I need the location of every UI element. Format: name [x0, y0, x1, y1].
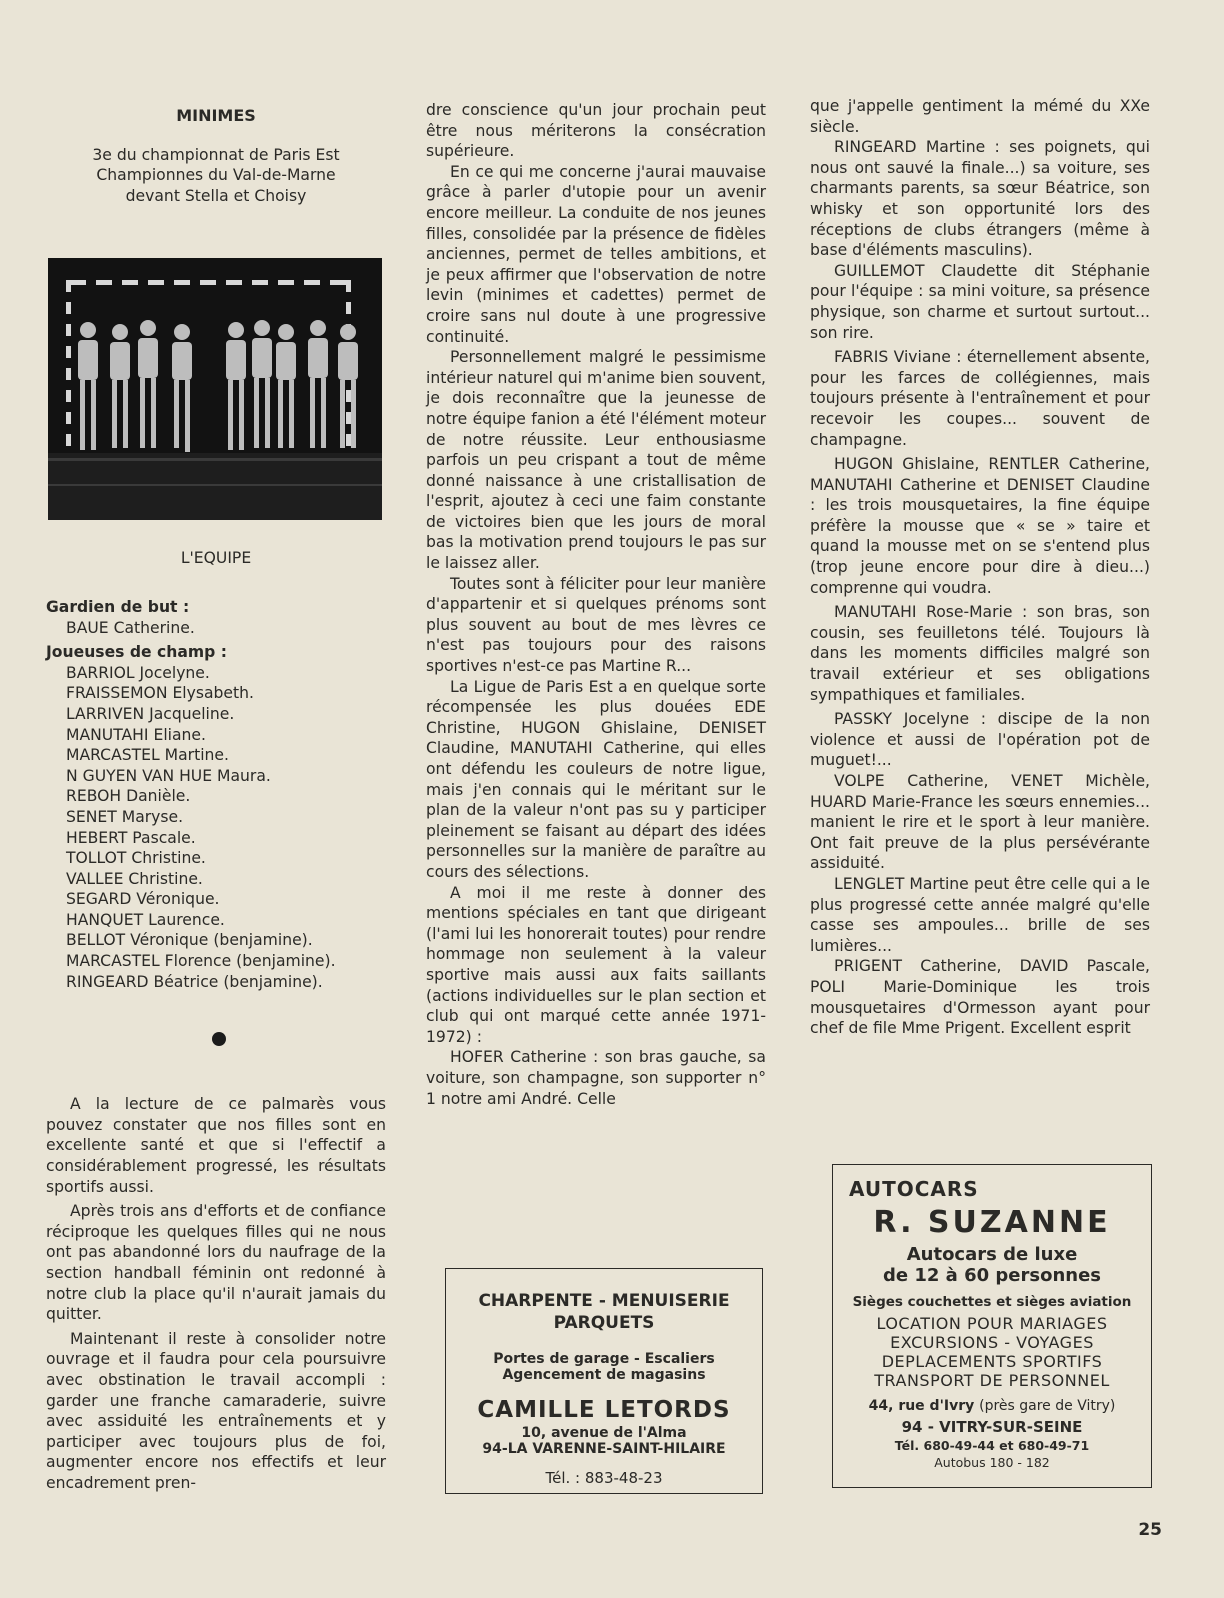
- players-list: [46, 663, 386, 993]
- paragraph: Après trois ans d'efforts et de confiance réciproque les quelques filles qui ne nous ont pas abandonné lors du naufrage de la section handball féminin ont redonné à notre club la place qu'il n'aurait jamais du quitter.: [46, 1202, 386, 1324]
- goalkeeper-label: Gardien de but :: [46, 597, 190, 616]
- ad-phone: Tél. : 883-48-23: [545, 1469, 663, 1487]
- ad-services: [833, 1314, 1151, 1390]
- paragraph: En ce qui me concerne j'aurai mauvaise grâce à parler d'utopie pour un avenir encore meilleur. La conduite de nos jeunes filles, consolidée par la présence de fidèles anciennes, permet de telles ambitions, et je peux affirmer que l'observation de notre levin (minimes et cadettes) permet de croire sans nul doute à une progressive continuité.: [426, 162, 766, 346]
- paragraph: PASSKY Jocelyne : discipe de la non violence et aussi de l'opération pot de muguet!...: [810, 710, 1150, 770]
- ad-address-line: [833, 1398, 1151, 1414]
- ad-service: DEPLACEMENTS SPORTIFS: [881, 1352, 1103, 1371]
- section-heading: MINIMES: [176, 106, 256, 125]
- ad-suzanne: [832, 1164, 1152, 1488]
- ad-company-name: CAMILLE LETORDS: [477, 1397, 731, 1423]
- roster-item: HANQUET Laurence.: [66, 910, 225, 929]
- paragraph: LENGLET Martine peut être celle qui a le plus progressé cette année malgré qu'elle casse ses ampoules... brille de ses lumières...: [810, 874, 1150, 955]
- paragraph: Personnellement malgré le pessimisme intérieur naturel qui m'anime bien souvent, je dois reconnaître que la jeunesse de notre équipe fanion a été l'élément moteur de notre réussite. Leur enthousiasme parfois un peu crispant a tout de même donné naissance à une cristallisation de l'esprit, ajoutez à ceci une faim constante de victoires bien que les jours de moral bas la motivation prend toujours le pas sur le laissez aller.: [426, 348, 766, 573]
- goalkeeper-list: [46, 618, 386, 639]
- paragraph: A la lecture de ce palmarès vous pouvez constater que nos filles sont en excellente santé et que si l'effectif a considérablement progressé, les résultats sportifs aussi.: [46, 1095, 386, 1196]
- ad-line: PARQUETS: [553, 1313, 655, 1333]
- roster-item: REBOH Danièle.: [66, 787, 191, 806]
- team-photo: [48, 258, 382, 520]
- paragraph: FABRIS Viviane : éternellement absente, pour les farces de collégiennes, mais toujours présente à l'entraînement et pour recevoir les coupes... souvent de champagne.: [810, 348, 1150, 449]
- bullet-separator: [212, 1032, 226, 1046]
- ad-line: Agencement de magasins: [502, 1367, 706, 1383]
- paragraph: A moi il me reste à donner des mentions spéciales en tant que dirigeant (l'ami lui les honorerait toutes) pour rendre hommage non seulement à la valeur sportive mais aussi aux faits saillants (actions individuelles sur le plan section et club qui ont marqué cette année 1971-1972) :: [426, 883, 766, 1046]
- section-subtitle: [46, 145, 386, 207]
- column-right: [810, 96, 1150, 1039]
- paragraph: VOLPE Catherine, VENET Michèle, HUARD Marie-France les sœurs ennemies... manient le rire et le sport à leur manière. Ont fait preuve de la plus persévérante assiduité.: [810, 772, 1150, 873]
- roster-item: LARRIVEN Jacqueline.: [66, 704, 235, 723]
- roster-item: SEGARD Véronique.: [66, 890, 220, 909]
- ad-line: Autocars de luxe: [906, 1244, 1078, 1265]
- subtitle-line: 3e du championnat de Paris Est: [92, 145, 340, 164]
- column-middle: [426, 100, 766, 1109]
- roster-item: TOLLOT Christine.: [66, 849, 206, 868]
- paragraph: dre conscience qu'un jour prochain peut être nous mériterons la consécration supérieure.: [426, 101, 766, 161]
- roster-item: VALLEE Christine.: [66, 869, 203, 888]
- players-label: Joueuses de champ :: [46, 643, 227, 662]
- column-left: [46, 102, 386, 1494]
- ad-line: Sièges couchettes et sièges aviation: [852, 1294, 1132, 1310]
- paragraph: MANUTAHI Rose-Marie : son bras, son cousin, ses feuilletons télé. Toujours là dans les moments difficiles malgré son travail extérieur et ses obligations sympathiques et familiales.: [810, 603, 1150, 704]
- ad-line: Portes de garage - Escaliers: [493, 1351, 715, 1367]
- roster-item: BAUE Catherine.: [66, 618, 195, 637]
- paragraph: HUGON Ghislaine, RENTLER Catherine, MANUTAHI Catherine et DENISET Claudine : les trois mousquetaires, la fine équipe préfère la mousse que « se » taire et quand la mousse met on se s'entend plus (trop jeune encore pour dire à dieu...) comprenne qui voudra.: [810, 455, 1150, 597]
- paragraph: Toutes sont à féliciter pour leur manière d'appartenir et si quelques prénoms sont plus souvent au bout de mes lèvres ce n'est pas toujours pour des raisons sportives n'est-ce pas Martine R...: [426, 574, 766, 676]
- team-title: L'EQUIPE: [180, 549, 252, 568]
- roster-item: SENET Maryse.: [66, 807, 184, 826]
- roster-item: N GUYEN VAN HUE Maura.: [66, 766, 271, 785]
- roster-item: MARCASTEL Martine.: [66, 746, 229, 765]
- ad-service: EXCURSIONS - VOYAGES: [890, 1333, 1094, 1352]
- roster-item: MARCASTEL Florence (benjamine).: [66, 952, 336, 971]
- team-photo-image: [48, 258, 382, 520]
- paragraph: PRIGENT Catherine, DAVID Pascale, POLI Marie-Dominique les trois mousquetaires d'Ormesson ayant pour chef de file Mme Prigent. Excellent esprit: [810, 957, 1150, 1038]
- paragraph: que j'appelle gentiment la mémé du XXe siècle.: [810, 97, 1150, 136]
- ad-address: 44, rue d'Ivry: [868, 1398, 975, 1414]
- ad-address: 94-LA VARENNE-SAINT-HILAIRE: [482, 1441, 726, 1457]
- ad-bus: Autobus 180 - 182: [934, 1455, 1050, 1470]
- roster-item: RINGEARD Béatrice (benjamine).: [66, 972, 323, 991]
- roster-item: HEBERT Pascale.: [66, 828, 196, 847]
- paragraph: RINGEARD Martine : ses poignets, qui nous ont sauvé la finale...) sa voiture, ses charmants parents, sa sœur Béatrice, son whisky et son opportunité lors des réceptions de clubs étrangers (même à base d'éléments masculins).: [810, 138, 1150, 260]
- roster-item: BARRIOL Jocelyne.: [66, 663, 210, 682]
- ad-company-name: R. SUZANNE: [873, 1205, 1111, 1240]
- subtitle-line: devant Stella et Choisy: [125, 186, 307, 205]
- paragraph: HOFER Catherine : son bras gauche, sa voiture, son champagne, son supporter n° 1 notre ami André. Celle: [426, 1048, 766, 1108]
- ad-address-note: (près gare de Vitry): [979, 1398, 1116, 1414]
- roster-item: MANUTAHI Eliane.: [66, 725, 206, 744]
- ad-city: 94 - VITRY-SUR-SEINE: [901, 1418, 1083, 1436]
- paragraph: La Ligue de Paris Est a en quelque sorte récompensée les plus douées EDE Christine, HUGON Ghislaine, DENISET Claudine, MANUTAHI Catherine, qui elles ont défendu les couleurs de notre ligue, mais j'en connais qui le méritant sur le plan de la valeur n'ont pas su y participer pleinement se faisant au départ des idées personnelles sur la manière de paraître au cours des sélections.: [426, 677, 766, 881]
- ad-service: TRANSPORT DE PERSONNEL: [874, 1371, 1110, 1390]
- ad-address: 10, avenue de l'Alma: [521, 1425, 687, 1441]
- subtitle-line: Championnes du Val-de-Marne: [96, 166, 336, 185]
- roster-item: FRAISSEMON Elysabeth.: [66, 684, 254, 703]
- paragraph: GUILLEMOT Claudette dit Stéphanie pour l'équipe : sa mini voiture, sa présence physique, son charme et surtout surtout... son rire.: [810, 261, 1150, 342]
- ad-letords: [445, 1268, 763, 1494]
- ad-line: de 12 à 60 personnes: [882, 1265, 1101, 1286]
- ad-line: CHARPENTE - MENUISERIE: [478, 1291, 730, 1311]
- ad-service: LOCATION POUR MARIAGES: [876, 1314, 1108, 1333]
- roster-item: BELLOT Véronique (benjamine).: [66, 931, 313, 950]
- paragraph: Maintenant il reste à consolider notre ouvrage et il faudra pour cela poursuivre avec obstination le travail accompli : garder une franche camaraderie, suivre avec assiduité les entraînements et y participer avec toujours plus de foi, augmenter encore nos effectifs et leur encadrement pren-: [46, 1329, 386, 1492]
- ad-line: AUTOCARS: [849, 1177, 979, 1201]
- ad-phone: Tél. 680-49-44 et 680-49-71: [894, 1438, 1090, 1453]
- page-number: 25: [1138, 1520, 1162, 1540]
